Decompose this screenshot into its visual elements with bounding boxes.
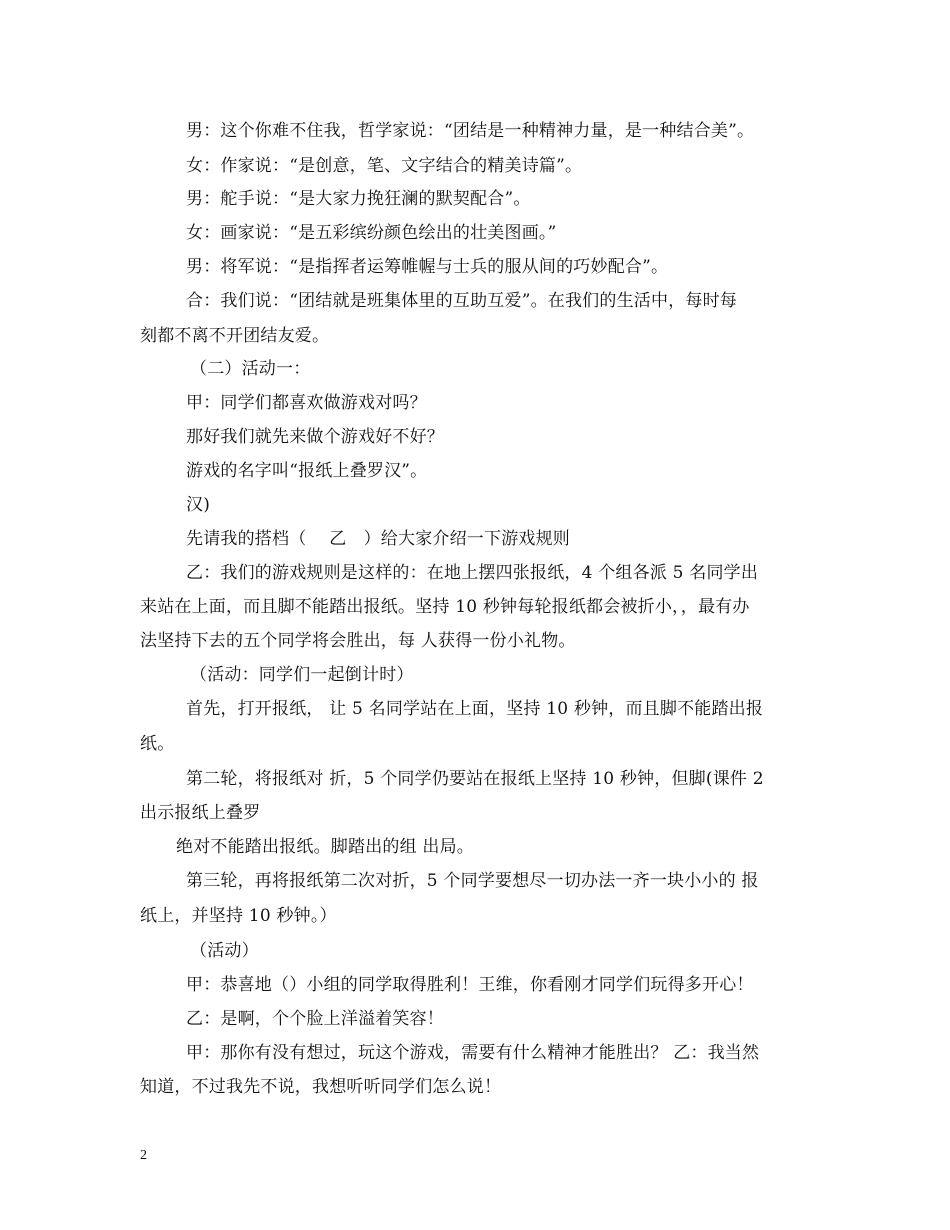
text-line: 法坚持下去的五个同学将会胜出，每 人获得一份小礼物。 bbox=[140, 631, 576, 651]
text-line: 出示报纸上叠罗 bbox=[140, 803, 261, 823]
text-line: 首先，打开报纸， 让 5 名同学站在上面，坚持 10 秒钟，而且脚不能踏出报 bbox=[186, 699, 764, 719]
text-line: 那好我们就先来做个游戏好不好？ bbox=[186, 427, 444, 447]
text-line: 乙：是啊，个个脸上洋溢着笑容！ bbox=[186, 1009, 444, 1029]
text-line: 游戏的名字叫“报纸上叠罗汉”。 bbox=[186, 461, 428, 481]
text-line: 纸上，并坚持 10 秒钟。） bbox=[140, 906, 337, 926]
text-line: 男：这个你难不住我，哲学家说：“团结是一种精神力量，是一种结合美”。 bbox=[186, 121, 755, 141]
text-line: 知道，不过我先不说，我想听听同学们怎么说！ bbox=[140, 1077, 502, 1097]
text-line: 乙：我们的游戏规则是这样的：在地上摆四张报纸，4 个组各派 5 名同学出 bbox=[186, 563, 759, 583]
text-line: （活动） bbox=[190, 941, 259, 961]
text-line: 甲：恭喜地（）小组的同学取得胜利！王维，你看刚才同学们玩得多开心！ bbox=[186, 975, 754, 995]
text-line: 第二轮，将报纸对 折，5 个同学仍要站在报纸上坚持 10 秒钟，但脚(课件 2 bbox=[186, 769, 764, 789]
text-line: 刻都不离不开团结友爱。 bbox=[140, 326, 330, 346]
text-line: 甲：那你有没有想过，玩这个游戏，需要有什么精神才能胜出？ 乙：我当然 bbox=[186, 1043, 760, 1063]
text-line: 来站在上面，而且脚不能踏出报纸。坚持 10 秒钟每轮报纸都会被折小，，最有办 bbox=[140, 597, 750, 617]
text-line: 纸。 bbox=[140, 734, 175, 754]
text-line: 绝对不能踏出报纸。脚踏出的组 出局。 bbox=[176, 837, 475, 857]
section-heading: （二）活动一： bbox=[190, 359, 311, 379]
text-line: 甲：同学们都喜欢做游戏对吗？ bbox=[186, 393, 427, 413]
text-line: 男：将军说：“是指挥者运筹帷幄与士兵的服从间的巧妙配合”。 bbox=[186, 257, 669, 277]
text-line: 合：我们说：“团结就是班集体里的互助互爱”。在我们的生活中，每时每 bbox=[186, 291, 737, 311]
text-line: 女：画家说：“是五彩缤纷颜色绘出的壮美图画。” bbox=[186, 223, 557, 243]
text-line: （活动：同学们一起倒计时） bbox=[190, 665, 414, 685]
text-line: 汉) bbox=[186, 495, 211, 515]
text-line: 第三轮，再将报纸第二次对折，5 个同学要想尽一切办法一齐一块小小的 报 bbox=[186, 871, 759, 891]
text-line: 男：舵手说：“是大家力挽狂澜的默契配合”。 bbox=[186, 189, 531, 209]
text-line: 先请我的搭档（ 乙 ）给大家介绍一下游戏规则 bbox=[186, 529, 571, 549]
text-line: 女：作家说：“是创意，笔、文字结合的精美诗篇”。 bbox=[186, 156, 583, 176]
page-number: 2 bbox=[140, 1148, 147, 1163]
